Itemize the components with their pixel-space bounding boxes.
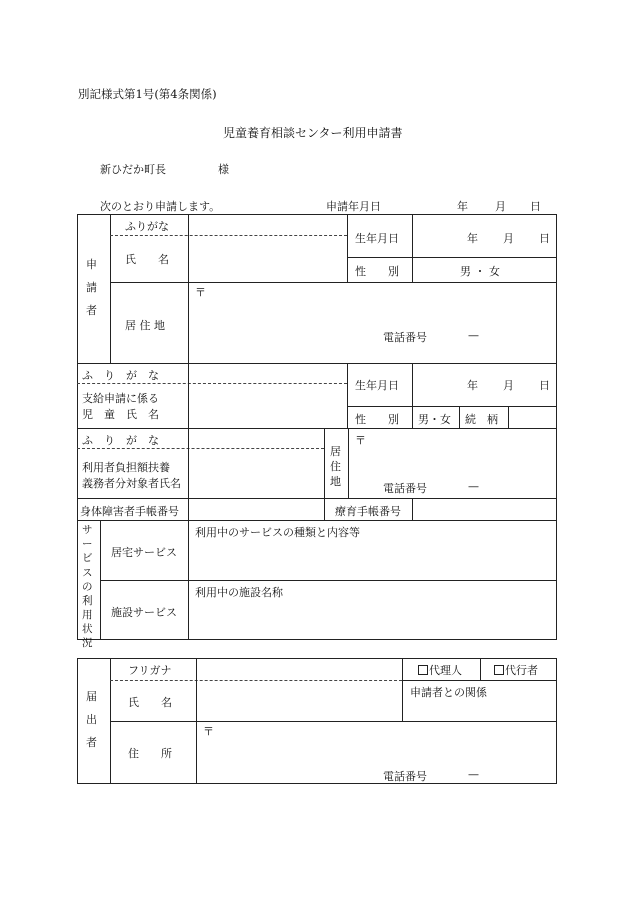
- agent-label: 代行者: [505, 664, 538, 677]
- checkbox-icon[interactable]: [494, 665, 504, 675]
- dependent-furigana-label: ふ り が な: [82, 434, 159, 447]
- dependent-name-label-1: 利用者負担額扶養: [82, 461, 170, 474]
- applicant-dob-year: 年: [467, 232, 478, 245]
- agent-checkbox[interactable]: [494, 662, 538, 678]
- applicant-phone-label: 電話番号: [383, 331, 427, 344]
- applicant-address-label: 居 住 地: [125, 319, 165, 332]
- child-name-label-2: 児 童 氏 名: [82, 408, 159, 421]
- home-service-label: 居宅サービス: [111, 546, 177, 559]
- dependent-residence-label: 居 住 地: [330, 445, 341, 488]
- submitter-furigana-label: フリガナ: [128, 664, 172, 677]
- applicant-section-label: 申 請 者: [86, 258, 97, 317]
- child-dob-year: 年: [467, 379, 478, 392]
- applicant-phone-dash: —: [468, 329, 479, 342]
- submitter-name-label: 氏 名: [128, 696, 172, 709]
- child-sex-label: 性 別: [355, 413, 399, 426]
- child-dob-day: 日: [539, 379, 550, 392]
- submitter-relation-label: 申請者との関係: [410, 686, 487, 699]
- dependent-name-label-2: 義務者分対象者氏名: [82, 477, 181, 490]
- applicant-sex-value[interactable]: 男 ・ 女: [460, 265, 500, 278]
- child-furigana-label: ふ り が な: [82, 369, 159, 382]
- dependent-phone-label: 電話番号: [383, 482, 427, 495]
- submitter-address-label: 住 所: [128, 747, 172, 760]
- apply-day: 日: [530, 200, 541, 213]
- applicant-dob-day: 日: [539, 232, 550, 245]
- dependent-postal-mark: 〒: [355, 434, 366, 447]
- apply-date-label: 申請年月日: [326, 200, 381, 213]
- apply-month: 月: [495, 200, 506, 213]
- apply-year: 年: [457, 200, 468, 213]
- child-relation-label: 続 柄: [465, 413, 498, 426]
- applicant-dob-month: 月: [503, 232, 514, 245]
- submitter-phone-dash: —: [468, 768, 479, 781]
- addressee: 新ひだか町長: [100, 163, 166, 176]
- page-title: 児童養育相談センター利用申請書: [223, 126, 403, 140]
- facility-service-label: 施設サービス: [111, 606, 177, 619]
- applicant-postal-mark: 〒: [195, 286, 206, 299]
- applicant-sex-label: 性 別: [355, 265, 399, 278]
- home-service-note: 利用中のサービスの種類と内容等: [195, 526, 360, 539]
- submitter-phone-label: 電話番号: [383, 770, 427, 783]
- applicant-dob-label: 生年月日: [355, 232, 399, 245]
- rehab-handbook-label: 療育手帳番号: [335, 505, 401, 518]
- child-name-label-1: 支給申請に係る: [82, 392, 159, 405]
- child-dob-month: 月: [503, 379, 514, 392]
- checkbox-icon[interactable]: [418, 665, 428, 675]
- dependent-phone-dash: —: [468, 480, 479, 493]
- honorific: 様: [218, 163, 229, 176]
- service-section-label: サ ー ビ ス の 利 用 状 況: [82, 524, 93, 650]
- child-sex-value[interactable]: 男・女: [418, 413, 451, 426]
- proxy-checkbox[interactable]: [418, 662, 462, 678]
- intro-text: 次のとおり申請します。: [100, 200, 221, 213]
- physical-handbook-label: 身体障害者手帳番号: [80, 505, 179, 518]
- proxy-label: 代理人: [429, 664, 462, 677]
- child-dob-label: 生年月日: [355, 379, 399, 392]
- submitter-postal-mark: 〒: [203, 725, 214, 738]
- submitter-section-label: 届 出 者: [86, 690, 97, 749]
- facility-service-note: 利用中の施設名称: [195, 586, 283, 599]
- applicant-name-label: 氏 名: [125, 253, 169, 266]
- applicant-furigana-label: ふりがな: [125, 220, 169, 233]
- form-number: 別記様式第1号(第4条関係): [78, 87, 217, 101]
